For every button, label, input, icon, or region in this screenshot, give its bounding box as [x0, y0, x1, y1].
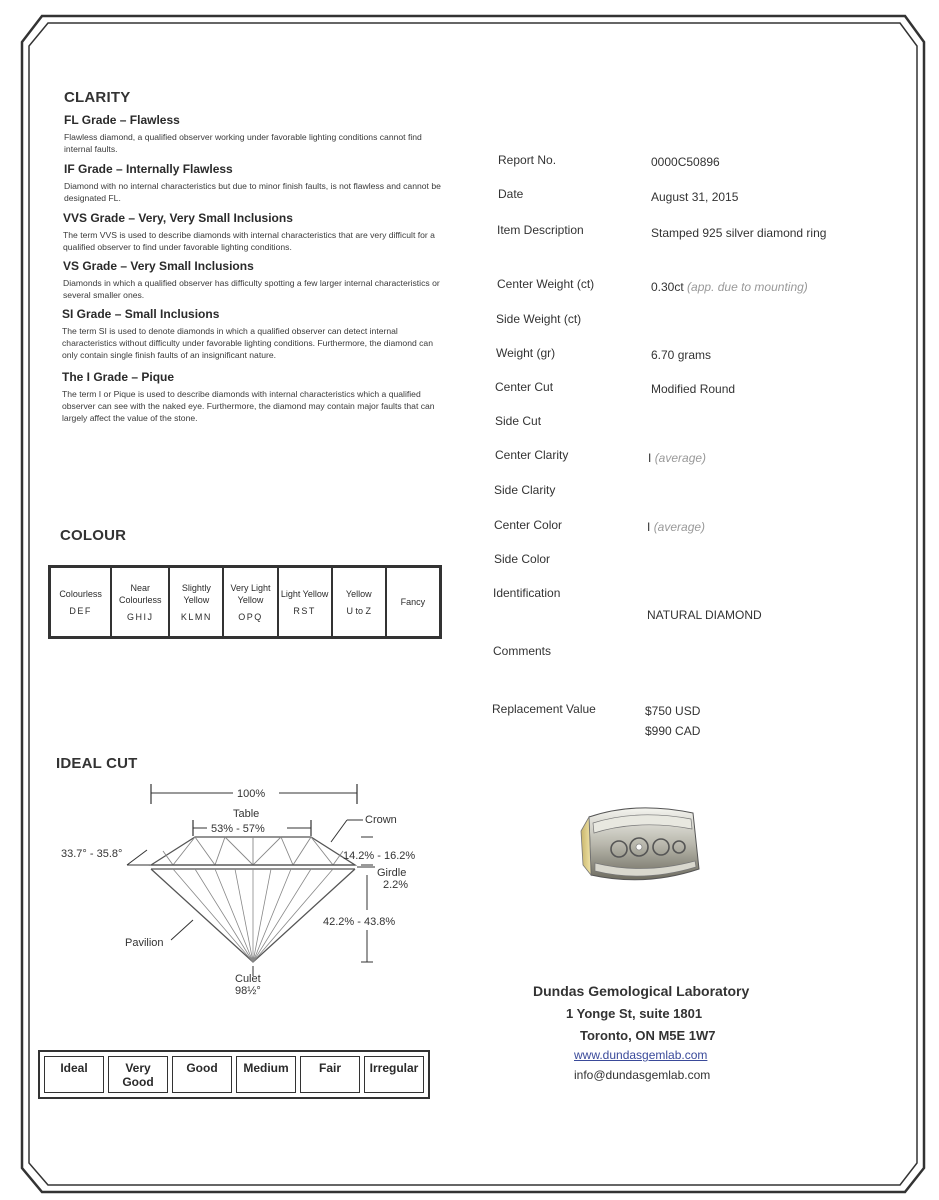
cut-grade-cell: Very Good: [108, 1056, 168, 1093]
date-value: August 31, 2015: [651, 190, 739, 204]
center-weight-label: Center Weight (ct): [497, 277, 595, 291]
center-cut-value: Modified Round: [651, 382, 736, 396]
colour-label: Slightly Yellow: [181, 583, 211, 605]
clarity-heading: CLARITY: [64, 89, 131, 106]
side-weight-label: Side Weight (ct): [496, 312, 582, 326]
item-description-label: Item Description: [497, 223, 584, 237]
diagram-crown-height: 14.2% - 16.2%: [343, 850, 416, 862]
weight-label: Weight (gr): [496, 346, 556, 360]
cut-grade-cell: Irregular: [364, 1056, 424, 1093]
colour-label: Yellow: [345, 589, 372, 599]
center-clarity-grade: I: [648, 451, 652, 465]
report-no-value: 0000C50896: [651, 155, 720, 169]
ideal-cut-diagram: [55, 780, 435, 1002]
identification-label: Identification: [493, 586, 561, 600]
diagram-table-label: Table: [233, 808, 260, 820]
diagram-width-pct: 100%: [237, 788, 266, 800]
colour-codes: DEF: [69, 606, 92, 616]
colour-cell: [169, 567, 223, 637]
diagram-pavilion-depth: 42.2% - 43.8%: [323, 916, 396, 928]
replacement-value-cad: $990 CAD: [645, 724, 701, 738]
diagram-pavilion-label: Pavilion: [125, 937, 164, 949]
colour-cell: [223, 567, 277, 637]
colour-codes: U to Z: [346, 606, 371, 616]
center-color-value: [647, 520, 705, 534]
diagram-girdle-label: Girdle: [377, 867, 407, 879]
ring-photo: [575, 795, 710, 890]
clarity-grade-title: SI Grade – Small Inclusions: [62, 307, 220, 321]
center-weight-amount: 0.30ct: [651, 280, 684, 294]
side-cut-label: Side Cut: [495, 414, 542, 428]
cut-grade-cell: Ideal: [44, 1056, 104, 1093]
lab-name: Dundas Gemological Laboratory: [533, 983, 750, 999]
colour-cell: [386, 567, 440, 637]
center-color-label: Center Color: [494, 518, 563, 532]
colour-cell: [111, 567, 169, 637]
clarity-grade-desc: Diamonds in which a qualified observer has difficulty spotting a few larger internal characteristics or several smaller ones.: [63, 278, 440, 300]
colour-scale-table: [48, 565, 442, 639]
report-no-label: Report No.: [498, 153, 557, 167]
center-clarity-note: (average): [654, 451, 707, 465]
clarity-grade-desc: Diamond with no internal characteristics but due to minor finish faults, is not flawless and cannot be designated FL.: [64, 181, 441, 203]
center-color-note: (average): [653, 520, 706, 534]
colour-label: Very Light Yellow: [230, 583, 271, 605]
comments-label: Comments: [493, 644, 552, 658]
identification-value: NATURAL DIAMOND: [647, 608, 762, 622]
clarity-grade-desc: The term SI is used to denote diamonds in which a qualified observer can detect internal characteristics without difficulty under favorable lighting conditions. Furthermore, the diamond can only contain single finish faults of an insignificant nature.: [62, 326, 433, 360]
clarity-grade-desc: Flawless diamond, a qualified observer working under favorable lighting conditions cannot find internal faults.: [64, 132, 422, 154]
diagram-crown-angle: 33.7° - 35.8°: [61, 848, 123, 860]
colour-label: Light Yellow: [280, 589, 329, 599]
cut-grade-cell: Medium: [236, 1056, 296, 1093]
diagram-table-pct: 53% - 57%: [211, 823, 265, 835]
lab-email: info@dundasgemlab.com: [574, 1068, 711, 1082]
replacement-value-usd: $750 USD: [645, 704, 701, 718]
lab-website-link[interactable]: www.dundasgemlab.com: [574, 1048, 708, 1062]
colour-cell: [278, 567, 332, 637]
center-clarity-label: Center Clarity: [495, 448, 569, 462]
center-weight-note: (app. due to mounting): [687, 280, 808, 294]
clarity-grade-title: VS Grade – Very Small Inclusions: [63, 259, 254, 273]
date-label: Date: [498, 187, 524, 201]
cut-grade-cell: Fair: [300, 1056, 360, 1093]
colour-label: Near Colourless: [118, 583, 162, 605]
clarity-grade-title: IF Grade – Internally Flawless: [64, 162, 233, 176]
diagram-culet-angle: 98½°: [235, 985, 261, 997]
colour-label: Colourless: [59, 589, 102, 599]
center-color-grade: I: [647, 520, 651, 534]
cut-grade-cell: Good: [172, 1056, 232, 1093]
center-weight-value: [651, 280, 808, 294]
side-color-label: Side Color: [494, 552, 551, 566]
side-clarity-label: Side Clarity: [494, 483, 556, 497]
colour-codes: RST: [293, 606, 316, 616]
colour-cell: [50, 567, 111, 637]
colour-codes: GHIJ: [126, 612, 154, 622]
clarity-grade-desc: The term VVS is used to describe diamonds with internal characteristics that are very difficult for a qualified observer to find under favorable lighting conditions.: [63, 230, 435, 252]
colour-label: Fancy: [400, 597, 426, 607]
colour-codes: OPQ: [238, 612, 263, 622]
colour-heading: COLOUR: [60, 527, 127, 544]
colour-cell: [332, 567, 386, 637]
diagram-crown-label: Crown: [365, 814, 397, 826]
diagram-girdle-pct: 2.2%: [383, 879, 409, 891]
clarity-grade-title: VVS Grade – Very, Very Small Inclusions: [63, 211, 293, 225]
lab-address-line1: 1 Yonge St, suite 1801: [566, 1006, 703, 1021]
center-cut-label: Center Cut: [495, 380, 554, 394]
clarity-grade-title: FL Grade – Flawless: [64, 113, 180, 127]
clarity-grade-title: The I Grade – Pique: [62, 370, 175, 384]
ideal-cut-heading: IDEAL CUT: [56, 755, 138, 772]
diagram-culet-label: Culet: [235, 973, 261, 985]
colour-codes: KLMN: [180, 612, 212, 622]
clarity-grade-desc: The term I or Pique is used to describe diamonds with internal characteristics which a qualified observer can see with the naked eye. Furthermore, the diamond may contain major faults that can largely affect the value of the stone.: [62, 389, 435, 423]
item-description-value: Stamped 925 silver diamond ring: [651, 226, 827, 240]
replacement-value-label: Replacement Value: [492, 702, 596, 716]
center-clarity-value: [648, 451, 706, 465]
weight-value: 6.70 grams: [651, 348, 712, 362]
cut-grade-table: [38, 1050, 430, 1099]
lab-address-line2: Toronto, ON M5E 1W7: [580, 1028, 716, 1043]
